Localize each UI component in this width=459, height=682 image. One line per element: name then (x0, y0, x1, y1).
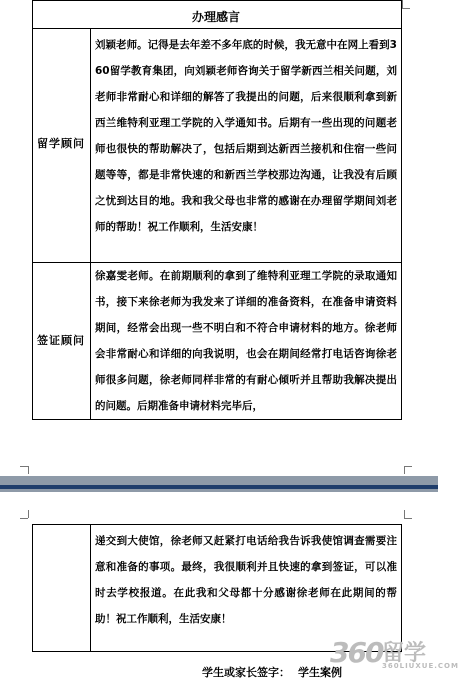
table-divider (32, 28, 402, 29)
margin-marker (20, 466, 28, 467)
table-title: 办理感言 (191, 10, 240, 24)
page-separator (0, 476, 438, 492)
row-text-visa-advisor-continued: 递交到大使馆，徐老师又赶紧打电话给我告诉我使馆调查需要注意和准备的事项。最终，我很顺利并且快速的拿到签证，可以准时去学校报道。在此我和父母都十分感谢徐老师在此期间的帮助！祝工作顺利，生活安康！ (95, 535, 397, 625)
watermark-subtext: 360LIUXUE.COM (382, 662, 459, 670)
watermark-text: 留学 (382, 641, 427, 666)
watermark-number: 360 (330, 636, 383, 669)
page-separator-line (0, 485, 438, 489)
margin-marker (20, 518, 28, 519)
signature-line (202, 664, 342, 680)
signature-name: 学生案例 (298, 666, 342, 679)
margin-marker (404, 518, 412, 519)
margin-marker (404, 466, 412, 467)
margin-marker (404, 510, 405, 518)
row-label-visa-advisor: 签证顾问 (37, 334, 85, 347)
row-text-study-advisor: 刘颖老师。记得是去年差不多年底的时候，我无意中在网上看到360留学教育集团，向刘颖老师咨询关于留学新西兰相关问题，刘老师非常耐心和详细的解答了我提出的问题，后来很顺利拿到新西兰维特利亚理工学院的入学通知书。后期有一些出现的问题老师也很快的帮助解决了，包括后期到达新西兰接机和住宿一些问题等等，都是非常快速的和新西兰学校那边沟通，让我没有后顾之忧到达目的地。我和我父母也非常的感谢在办理留学期间刘老师的帮助！祝工作顺利，生活安康！ (95, 39, 397, 233)
margin-marker (402, 8, 410, 9)
row-label-study-advisor: 留学顾问 (37, 137, 85, 150)
row-text-visa-advisor: 徐嘉雯老师。在前期顺利的拿到了维特利亚理工学院的录取通知书，接下来徐老师为我发来了详细的准备资料，在准备申请资料期间，经常会出现一些不明白和不符合申请材料的地方。徐老师会非常耐心和详细的向我说明，也会在期间经常打电话咨询徐老师很多问题，徐老师同样非常的有耐心倾听并且帮助我解决提出的问题。后期准备申请材料完毕后， (95, 270, 397, 412)
brand-watermark (330, 634, 459, 678)
table-divider (90, 524, 91, 652)
margin-marker (402, 0, 403, 8)
margin-marker (404, 466, 405, 474)
margin-marker (28, 510, 29, 518)
margin-marker (28, 466, 29, 474)
signature-label: 学生或家长签字： (202, 666, 290, 679)
table-divider (90, 28, 91, 420)
